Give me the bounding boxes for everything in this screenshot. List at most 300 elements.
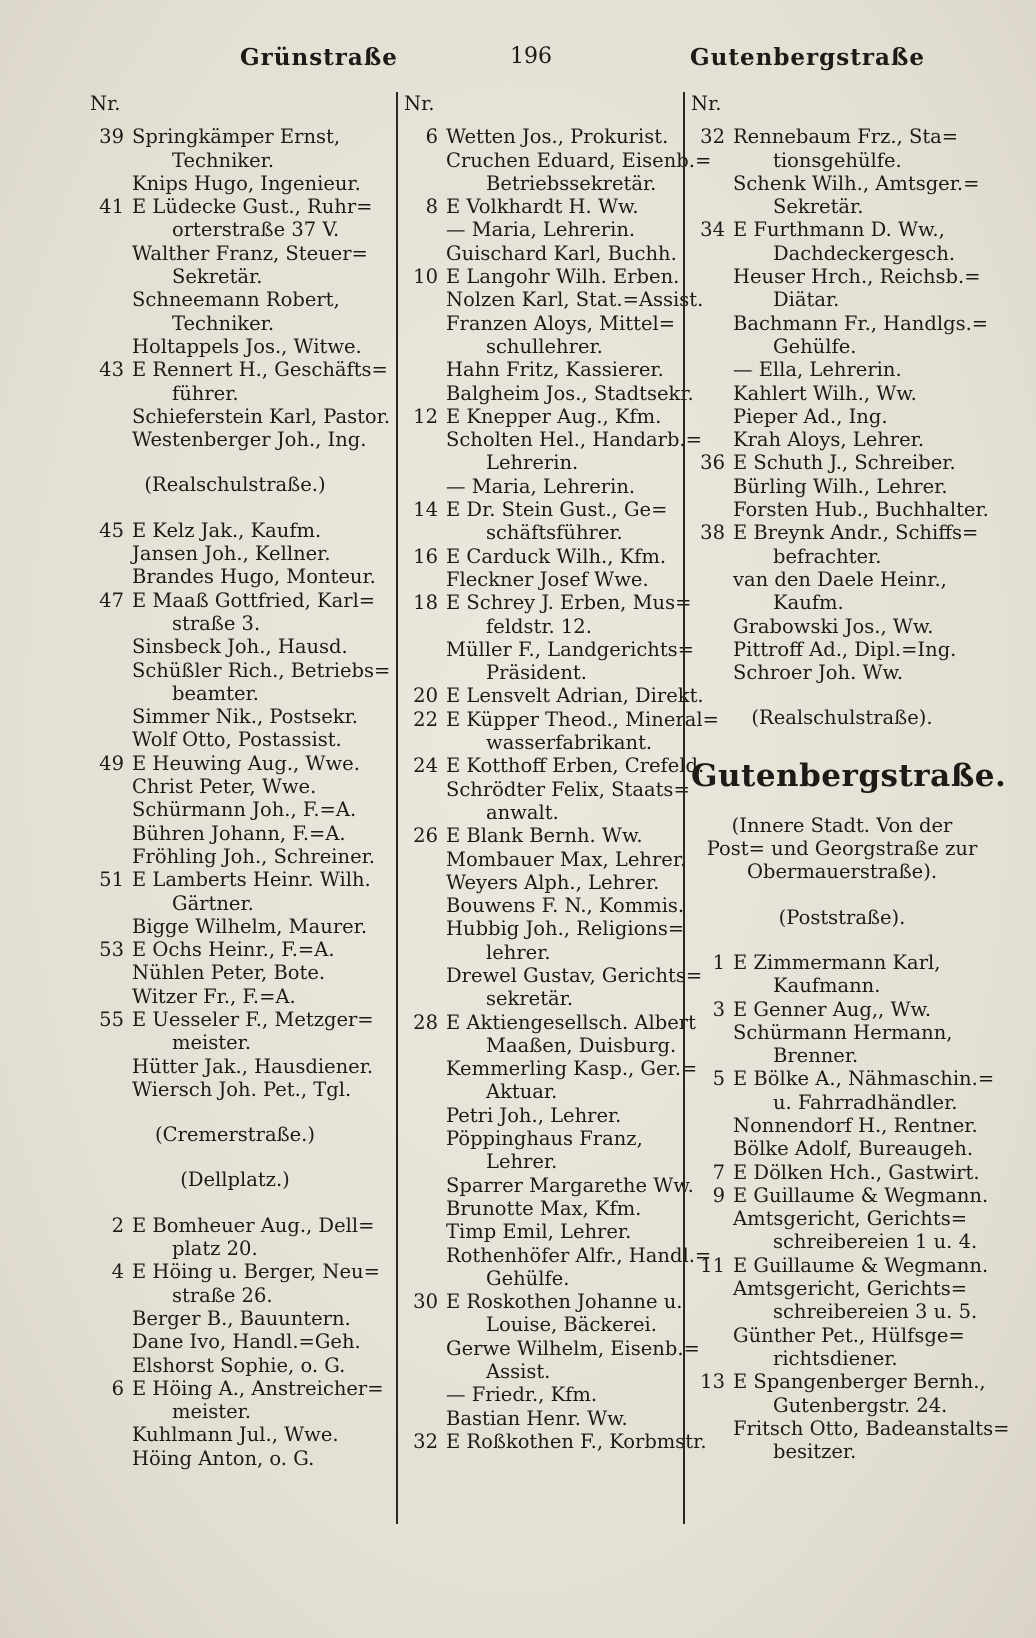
entry-text: Simmer Nik., Postsekr.	[132, 705, 359, 729]
entry-text: Brunotte Max, Kfm.	[446, 1196, 642, 1220]
directory-entry	[404, 1127, 686, 1150]
directory-entry	[404, 1057, 698, 1081]
house-number: 12	[413, 404, 438, 428]
entry-text: E Volkhardt H. Ww.	[446, 195, 639, 219]
entry-text: Petri Joh., Lehrer.	[446, 1103, 622, 1127]
directory-entry	[90, 172, 380, 195]
house-number: 38	[700, 521, 725, 545]
house-number: 6	[111, 1376, 124, 1400]
entry-text: Franzen Aloys, Mittel=	[446, 311, 676, 335]
street-note: (Realschulstraße).	[751, 706, 933, 730]
directory-entry	[691, 615, 993, 638]
entry-text: E Guillaume & Wegmann.	[733, 1183, 989, 1207]
directory-entry	[404, 848, 686, 871]
entry-text: Sinsbeck Joh., Hausd.	[132, 635, 348, 659]
house-number: 39	[99, 125, 124, 149]
house-number: 6	[425, 125, 438, 149]
entry-continuation: schreibereien 3 u. 5.	[773, 1300, 978, 1324]
entry-continuation: Dachdeckergesch.	[773, 241, 956, 265]
directory-entry	[404, 1383, 686, 1406]
directory-entry	[90, 845, 380, 868]
directory-entry	[90, 635, 380, 658]
directory-entry	[90, 1214, 380, 1237]
entry-text: E Ochs Heinr., F.=A.	[132, 938, 335, 962]
directory-entry	[404, 1290, 686, 1313]
house-number: 26	[413, 824, 438, 848]
house-number: 47	[99, 588, 124, 612]
spacer	[90, 1146, 380, 1168]
entry-text: Schenk Wilh., Amtsger.=	[733, 171, 980, 195]
entry-text: Holtappels Jos., Witwe.	[132, 334, 362, 358]
directory-entry	[404, 707, 719, 731]
directory-entry	[404, 475, 686, 498]
entry-text: E Zimmermann Karl,	[733, 950, 941, 974]
directory-entry	[404, 871, 686, 894]
spacer	[90, 1101, 380, 1123]
directory-entry	[90, 1055, 380, 1078]
house-number: 3	[712, 997, 725, 1021]
entry-text: Schrödter Felix, Staats=	[446, 777, 690, 801]
entry-text: Bigge Wilhelm, Maurer.	[132, 914, 368, 938]
entry-text: Bühren Johann, F.=A.	[132, 821, 346, 845]
entry-continuation: Techniker.	[172, 311, 275, 335]
entry-text: Kahlert Wilh., Ww.	[733, 381, 917, 405]
entry-text: Bölke Adolf, Bureaugeh.	[733, 1137, 974, 1161]
directory-entry	[691, 638, 993, 661]
directory-entry	[691, 1254, 993, 1277]
entry-continuation: meister.	[172, 1400, 252, 1424]
entry-text: Brandes Hugo, Monteur.	[132, 565, 376, 589]
house-number: 49	[99, 751, 124, 775]
entry-text: — Maria, Lehrerin.	[446, 474, 636, 498]
directory-entry	[404, 312, 686, 335]
entry-continuation: Aktuar.	[486, 1080, 558, 1104]
entry-continuation: Lehrer.	[486, 1150, 558, 1174]
entry-text: Gerwe Wilhelm, Eisenb.=	[446, 1336, 700, 1360]
entry-text: Schürmann Joh., F.=A.	[132, 798, 357, 822]
directory-entry	[404, 1104, 686, 1127]
entry-text: Balgheim Jos., Stadtsekr.	[446, 381, 694, 405]
house-number: 14	[413, 498, 438, 522]
directory-entry	[90, 1307, 380, 1330]
entry-text: Hütter Jak., Hausdiener.	[132, 1054, 374, 1078]
entry-continuation: straße 3.	[172, 611, 261, 635]
entry-text: Westenberger Joh., Ing.	[132, 428, 367, 452]
entry-text: Pittroff Ad., Dipl.=Ing.	[733, 637, 957, 661]
spacer	[691, 684, 993, 706]
page-number: 196	[510, 44, 552, 69]
directory-entry	[404, 1010, 696, 1034]
directory-entry	[90, 404, 391, 428]
page-header	[0, 44, 1036, 84]
header-right-street: Gutenbergstraße	[690, 44, 925, 71]
house-number: 18	[413, 591, 438, 615]
directory-entry	[90, 1260, 380, 1283]
house-number: 16	[413, 544, 438, 568]
entry-continuation: führer.	[172, 381, 239, 405]
entry-continuation: straße 26.	[172, 1283, 273, 1307]
directory-entry	[404, 1220, 686, 1243]
entry-text: Schürmann Hermann,	[733, 1020, 953, 1044]
entry-text: Timp Emil, Lehrer.	[446, 1220, 632, 1244]
entry-text: Cruchen Eduard, Eisenb.=	[446, 148, 712, 172]
entry-text: Schieferstein Karl, Pastor.	[132, 404, 391, 428]
directory-entry	[404, 358, 686, 381]
directory-entry	[404, 1429, 707, 1453]
directory-entry	[691, 172, 993, 195]
directory-entry	[90, 358, 388, 382]
entry-text: Witzer Fr., F.=A.	[132, 984, 296, 1008]
directory-entry	[404, 963, 703, 987]
entry-continuation: lehrer.	[486, 940, 551, 964]
house-number: 30	[413, 1290, 438, 1314]
directory-entry	[404, 684, 704, 708]
entry-text: E Rennert H., Geschäfts=	[132, 358, 388, 382]
directory-entry	[90, 565, 380, 588]
entry-text: E Roskothen Johanne u.	[446, 1290, 683, 1314]
entry-text: E Guillaume & Wegmann.	[733, 1253, 989, 1277]
entry-continuation: beamter.	[172, 681, 259, 705]
house-number: 43	[99, 358, 124, 382]
directory-entry	[691, 498, 993, 521]
entry-text: E Küpper Theod., Mineral=	[446, 707, 719, 731]
house-number: 24	[413, 754, 438, 778]
entry-continuation: Gehülfe.	[486, 1266, 570, 1290]
entry-continuation: Sekretär.	[773, 195, 864, 219]
entry-text: Berger B., Bauuntern.	[132, 1306, 351, 1330]
entry-text: Pieper Ad., Ing.	[733, 404, 888, 428]
entry-text: Nonnendorf H., Rentner.	[733, 1113, 978, 1137]
entry-continuation: besitzer.	[773, 1440, 857, 1464]
street-note: (Poststraße).	[778, 905, 906, 929]
entry-text: Christ Peter, Wwe.	[132, 775, 317, 799]
directory-entry	[404, 428, 702, 452]
column-label: Nr.	[90, 92, 121, 115]
street-note: (Dellplatz.)	[180, 1168, 290, 1192]
spacer	[90, 497, 380, 519]
entry-text: E Dölken Hch., Gastwirt.	[733, 1160, 980, 1184]
directory-entry	[90, 335, 380, 358]
entry-text: Wiersch Joh. Pet., Tgl.	[132, 1077, 352, 1101]
header-left-street: Grünstraße	[240, 44, 398, 71]
entry-text: E Kelz Jak., Kaufm.	[132, 518, 322, 542]
directory-entry	[404, 917, 686, 940]
directory-entry	[691, 998, 993, 1021]
directory-entry	[90, 242, 380, 265]
directory-entry	[90, 195, 380, 218]
entry-text: E Höing u. Berger, Neu=	[132, 1260, 380, 1284]
directory-entry	[90, 868, 380, 891]
directory-entry	[404, 824, 686, 847]
entry-text: Kuhlmann Jul., Wwe.	[132, 1423, 339, 1447]
directory-entry	[90, 589, 380, 612]
directory-entry	[404, 195, 686, 218]
entry-text: Amtsgericht, Gerichts=	[733, 1207, 968, 1231]
directory-entry	[691, 661, 993, 684]
directory-entry	[691, 951, 993, 974]
entry-text: Drewel Gustav, Gerichts=	[446, 963, 703, 987]
entry-text: E Langohr Wilh. Erben.	[446, 265, 680, 289]
house-number: 10	[413, 265, 438, 289]
directory-entry	[691, 382, 993, 405]
entry-text: Hubbig Joh., Religions=	[446, 917, 685, 941]
directory-entry	[691, 312, 993, 335]
column-3	[683, 92, 1010, 1524]
entry-text: E Blank Bernh. Ww.	[446, 824, 643, 848]
entry-text: Knips Hugo, Ingenieur.	[132, 171, 361, 195]
entry-continuation: tionsgehülfe.	[773, 148, 902, 172]
directory-entry	[90, 1008, 380, 1031]
directory-entry	[90, 288, 380, 311]
entry-text: Dane Ivo, Handl.=Geh.	[132, 1330, 361, 1354]
directory-entry	[404, 498, 686, 521]
entry-text: E Spangenberger Bernh.,	[733, 1370, 986, 1394]
entry-continuation: Techniker.	[172, 148, 275, 172]
directory-entry	[90, 519, 380, 542]
entry-continuation: Kaufmann.	[773, 974, 881, 998]
entry-continuation: wasserfabrikant.	[486, 731, 653, 755]
entry-text: E Bomheuer Aug., Dell=	[132, 1213, 375, 1237]
directory-entry	[404, 218, 686, 241]
directory-entry	[404, 288, 704, 312]
house-number: 51	[99, 868, 124, 892]
street-note: Obermauerstraße).	[746, 860, 938, 884]
entry-text: E Furthmann D. Ww.,	[733, 218, 945, 242]
directory-entry	[691, 358, 993, 381]
directory-entry	[691, 1161, 993, 1184]
house-number: 32	[413, 1429, 438, 1453]
directory-entry	[404, 405, 686, 428]
entry-text: Scholten Hel., Handarb.=	[446, 428, 702, 452]
directory-entry	[404, 637, 695, 661]
house-number: 34	[700, 218, 725, 242]
directory-entry	[691, 1067, 993, 1090]
entry-continuation: anwalt.	[486, 800, 559, 824]
entry-text: E Maaß Gottfried, Karl=	[132, 588, 376, 612]
directory-entry	[90, 915, 380, 938]
entry-continuation: Gehülfe.	[773, 334, 857, 358]
house-number: 45	[99, 518, 124, 542]
entry-text: E Uesseler F., Metzger=	[132, 1007, 374, 1031]
entry-continuation: Sekretär.	[172, 265, 263, 289]
directory-entry	[90, 1078, 380, 1101]
entry-text: van den Daele Heinr.,	[733, 567, 947, 591]
entry-continuation: schäftsführer.	[486, 521, 623, 545]
entry-text: E Heuwing Aug., Wwe.	[132, 751, 360, 775]
entry-text: — Ella, Lehrerin.	[733, 358, 902, 382]
entry-text: E Carduck Wilh., Kfm.	[446, 544, 667, 568]
directory-entry	[404, 591, 692, 615]
entry-text: Müller F., Landgerichts=	[446, 637, 695, 661]
directory-entry	[691, 1137, 993, 1160]
entry-text: Rennebaum Frz., Sta=	[733, 125, 959, 149]
directory-entry	[691, 1277, 993, 1300]
entry-continuation: u. Fahrradhändler.	[773, 1090, 958, 1114]
entry-text: Bouwens F. N., Kommis.	[446, 894, 685, 918]
directory-entry	[90, 822, 380, 845]
house-number: 13	[700, 1370, 725, 1394]
entry-text: Walther Franz, Steuer=	[132, 241, 368, 265]
directory-entry	[404, 265, 686, 288]
street-note: Post= und Georgstraße zur	[706, 837, 978, 861]
entry-text: Rothenhöfer Alfr., Handl.=	[446, 1243, 712, 1267]
column-3-bottom	[691, 813, 1010, 1464]
directory-entry	[90, 1376, 384, 1400]
entry-text: Springkämper Ernst,	[132, 125, 341, 149]
house-number: 41	[99, 195, 124, 219]
directory-entry	[691, 1416, 1010, 1440]
entry-text: Kemmerling Kasp., Ger.=	[446, 1057, 698, 1081]
directory-entry	[691, 1114, 993, 1137]
directory-entry	[90, 1423, 380, 1446]
entry-continuation: Kaufm.	[773, 591, 844, 615]
directory-entry	[404, 1407, 686, 1430]
entry-text: Wetten Jos., Prokurist.	[446, 125, 669, 149]
directory-entry	[404, 1336, 700, 1360]
directory-entry	[691, 451, 993, 474]
street-note: (Cremerstraße.)	[155, 1123, 315, 1147]
directory-entry	[90, 961, 380, 984]
entry-text: Krah Aloys, Lehrer.	[733, 428, 925, 452]
entry-text: E Lüdecke Gust., Ruhr=	[132, 195, 373, 219]
street-note: (Innere Stadt. Von der	[731, 813, 953, 837]
directory-entry	[404, 754, 705, 778]
house-number: 55	[99, 1007, 124, 1031]
entry-continuation: meister.	[172, 1031, 252, 1055]
column-3-top	[691, 92, 993, 730]
directory-entry	[691, 1021, 993, 1044]
house-number: 36	[700, 451, 725, 475]
house-number: 5	[712, 1067, 725, 1091]
entry-continuation: Lehrerin.	[486, 451, 579, 475]
entry-text: E Lensvelt Adrian, Direkt.	[446, 684, 704, 708]
house-number: 20	[413, 684, 438, 708]
entry-text: Guischard Karl, Buchh.	[446, 241, 677, 265]
entry-text: E Schrey J. Erben, Mus=	[446, 591, 692, 615]
entry-text: E Knepper Aug., Kfm.	[446, 404, 662, 428]
entry-continuation: Gärtner.	[172, 891, 254, 915]
column-1	[90, 92, 391, 1470]
directory-entry	[691, 475, 993, 498]
entry-continuation: orterstraße 37 V.	[172, 218, 340, 242]
entry-continuation: Brenner.	[773, 1044, 859, 1068]
entry-continuation: platz 20.	[172, 1237, 258, 1261]
directory-entry	[404, 1173, 694, 1197]
entry-text: Bachmann Fr., Handlgs.=	[733, 311, 989, 335]
entry-text: Schroer Joh. Ww.	[733, 661, 904, 685]
directory-entry	[90, 1354, 380, 1377]
spacer	[691, 929, 993, 951]
house-number: 53	[99, 938, 124, 962]
entry-text: E Breynk Andr., Schiffs=	[733, 521, 979, 545]
house-number: 28	[413, 1010, 438, 1034]
directory-entry	[90, 658, 391, 682]
directory-entry	[691, 1207, 993, 1230]
entry-continuation: Assist.	[486, 1360, 551, 1384]
entry-text: Höing Anton, o. G.	[132, 1446, 315, 1470]
entry-continuation: befrachter.	[773, 544, 882, 568]
house-number: 1	[712, 950, 725, 974]
entry-text: — Friedr., Kfm.	[446, 1383, 598, 1407]
entry-continuation: Diätar.	[773, 288, 840, 312]
directory-entry	[90, 1447, 380, 1470]
directory-entry	[90, 938, 380, 961]
directory-entry	[691, 125, 993, 148]
entry-text: E Bölke A., Nähmaschin.=	[733, 1067, 995, 1091]
directory-entry	[404, 545, 686, 568]
directory-entry	[90, 728, 380, 751]
entry-text: Hahn Fritz, Kassierer.	[446, 358, 664, 382]
directory-entry	[90, 705, 380, 728]
spacer	[691, 884, 993, 906]
entry-continuation: feldstr. 12.	[486, 614, 592, 638]
entry-text: Nolzen Karl, Stat.=Assist.	[446, 288, 704, 312]
entry-text: Weyers Alph., Lehrer.	[446, 870, 660, 894]
entry-text: E Roßkothen F., Korbmstr.	[446, 1429, 707, 1453]
directory-entry	[90, 752, 380, 775]
entry-text: E Höing A., Anstreicher=	[132, 1376, 384, 1400]
entry-text: Schneemann Robert,	[132, 288, 340, 312]
directory-entry	[691, 1324, 993, 1347]
house-number: 4	[111, 1260, 124, 1284]
entry-text: Elshorst Sophie, o. G.	[132, 1353, 346, 1377]
section-title: Gutenbergstraße.	[691, 757, 1007, 794]
directory-entry	[691, 1370, 993, 1393]
entry-continuation: Betriebssekretär.	[486, 171, 657, 195]
entry-text: Bastian Henr. Ww.	[446, 1406, 628, 1430]
entry-text: Günther Pet., Hülfsge=	[733, 1323, 965, 1347]
directory-entry	[90, 542, 380, 565]
directory-entry	[404, 148, 712, 172]
entry-text: Heuser Hrch., Reichsb.=	[733, 265, 981, 289]
entry-continuation: schreibereien 1 u. 4.	[773, 1230, 978, 1254]
entry-text: Fritsch Otto, Badeanstalts=	[733, 1416, 1010, 1440]
house-number: 9	[712, 1183, 725, 1207]
entry-text: Nühlen Peter, Bote.	[132, 961, 326, 985]
house-number: 8	[425, 195, 438, 219]
directory-entry	[90, 985, 380, 1008]
house-number: 32	[700, 125, 725, 149]
directory-entry	[90, 125, 380, 148]
house-number: 2	[111, 1213, 124, 1237]
directory-entry	[404, 125, 686, 148]
directory-entry	[691, 265, 993, 288]
entry-text: Fröhling Joh., Schreiner.	[132, 844, 375, 868]
entry-continuation: Präsident.	[486, 661, 587, 685]
directory-entry	[691, 405, 993, 428]
directory-entry	[691, 428, 993, 451]
entry-continuation: schullehrer.	[486, 334, 603, 358]
directory-entry	[691, 1184, 993, 1207]
entry-continuation: Louise, Bäckerei.	[486, 1313, 657, 1337]
directory-entry	[90, 1330, 380, 1353]
entry-text: Fleckner Josef Wwe.	[446, 567, 649, 591]
entry-text: E Kotthoff Erben, Crefeld.	[446, 754, 705, 778]
entry-text: Mombauer Max, Lehrer.	[446, 847, 687, 871]
directory-entry	[404, 777, 690, 801]
directory-entry	[691, 521, 993, 544]
house-number: 7	[712, 1160, 725, 1184]
entry-text: Schüßler Rich., Betriebs=	[132, 658, 391, 682]
entry-continuation: sekretär.	[486, 987, 574, 1011]
entry-text: E Dr. Stein Gust., Ge=	[446, 498, 668, 522]
entry-continuation: Maaßen, Duisburg.	[486, 1033, 677, 1057]
directory-entry	[90, 798, 380, 821]
directory-entry	[404, 1243, 712, 1267]
directory-entry	[691, 568, 993, 591]
entry-text: E Schuth J., Schreiber.	[733, 451, 956, 475]
entry-text: Sparrer Margarethe Ww.	[446, 1173, 694, 1197]
